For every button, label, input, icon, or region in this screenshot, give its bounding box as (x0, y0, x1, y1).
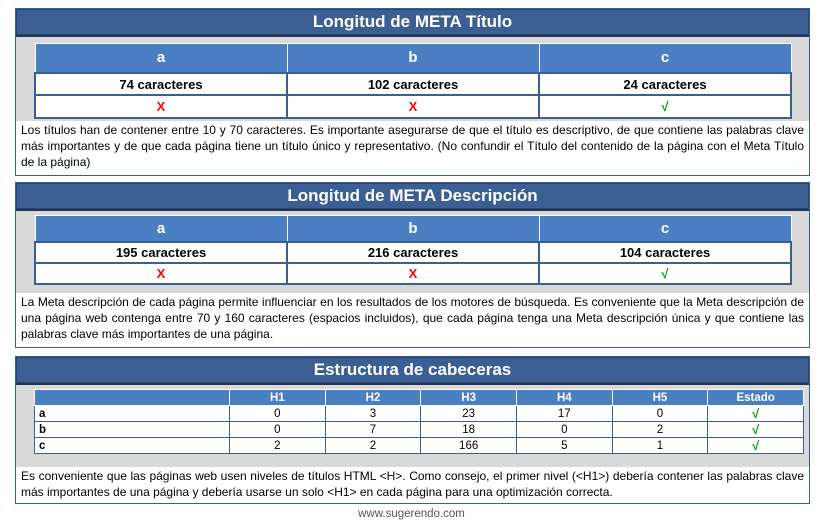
h5-count: 0 (612, 406, 708, 422)
meta-title-section (15, 8, 810, 176)
h3-count: 23 (421, 406, 517, 422)
section-title: Longitud de META Título (16, 9, 809, 37)
check-icon: √ (661, 266, 669, 282)
column-header (35, 390, 230, 406)
meta-title-table (34, 43, 792, 119)
h2-count: 2 (325, 438, 421, 454)
h2-count: 3 (325, 406, 421, 422)
section-description: La Meta descripción de cada página permite influenciar en los resultados de los motores de búsqueda. Es conveniente que la Meta descripción de una página web contenga entre 70 y 160 caracteres (espacios incluidos), que cada página tenga una Meta descripción única y que contiene las palabras clave más importantes de una página. (16, 293, 809, 347)
column-header: a (35, 216, 287, 243)
section-title: Longitud de META Descripción (16, 183, 809, 211)
check-icon: √ (752, 438, 760, 453)
h1-count: 0 (230, 422, 326, 438)
column-header: H5 (612, 390, 708, 406)
column-header: H3 (421, 390, 517, 406)
headers-table-wrap (34, 389, 804, 463)
char-count: 195 caracteres (35, 242, 287, 263)
fail-icon: X (408, 99, 418, 115)
h5-count: 1 (612, 438, 708, 454)
fail-icon: X (408, 266, 418, 282)
h4-count: 5 (516, 438, 612, 454)
column-header: c (539, 44, 791, 73)
h4-count: 17 (516, 406, 612, 422)
column-header: Estado (708, 390, 804, 406)
column-header: H4 (516, 390, 612, 406)
row-label: b (35, 422, 230, 438)
headers-structure-section (15, 356, 810, 504)
fail-icon: X (156, 266, 166, 282)
headers-table (34, 389, 804, 454)
column-header: b (287, 216, 539, 243)
h1-count: 0 (230, 406, 326, 422)
h5-count: 2 (612, 422, 708, 438)
table-row (35, 422, 804, 438)
row-label: c (35, 438, 230, 454)
meta-description-table (34, 215, 792, 285)
check-icon: √ (752, 406, 760, 421)
table-row (35, 438, 804, 454)
row-label: a (35, 406, 230, 422)
meta-title-table-wrap (34, 43, 792, 119)
h3-count: 166 (421, 438, 517, 454)
char-count: 104 caracteres (539, 242, 791, 263)
h4-count: 0 (516, 422, 612, 438)
check-icon: √ (661, 99, 669, 115)
column-header: H2 (325, 390, 421, 406)
table-row (35, 406, 804, 422)
column-header: b (287, 44, 539, 73)
section-title: Estructura de cabeceras (16, 357, 809, 385)
column-header: H1 (230, 390, 326, 406)
section-description: Es conveniente que las páginas web usen niveles de títulos HTML <H>. Como consejo, el primer nivel (<H1>) debería contener las palabras clave más importantes de una página y debería usarse un solo <H1> en cada página para una optimización correcta. (16, 467, 809, 503)
char-count: 24 caracteres (539, 73, 791, 96)
char-count: 102 caracteres (287, 73, 539, 96)
column-header: c (539, 216, 791, 243)
h1-count: 2 (230, 438, 326, 454)
char-count: 216 caracteres (287, 242, 539, 263)
footer-link[interactable]: www.sugerendo.com (358, 508, 465, 520)
meta-description-table-wrap (34, 215, 792, 285)
h3-count: 18 (421, 422, 517, 438)
column-header: a (35, 44, 287, 73)
char-count: 74 caracteres (35, 73, 287, 96)
check-icon: √ (752, 422, 760, 437)
h2-count: 7 (325, 422, 421, 438)
meta-description-section (15, 182, 810, 348)
section-description: Los títulos han de contener entre 10 y 70 caracteres. Es importante asegurarse de que el título es descriptivo, de que contiene las palabras clave más importantes y de que cada página tiene un título único y representativo. (No confundir el Título del contenido de la página con el Meta Título de la página) (16, 121, 809, 175)
fail-icon: X (156, 99, 166, 115)
